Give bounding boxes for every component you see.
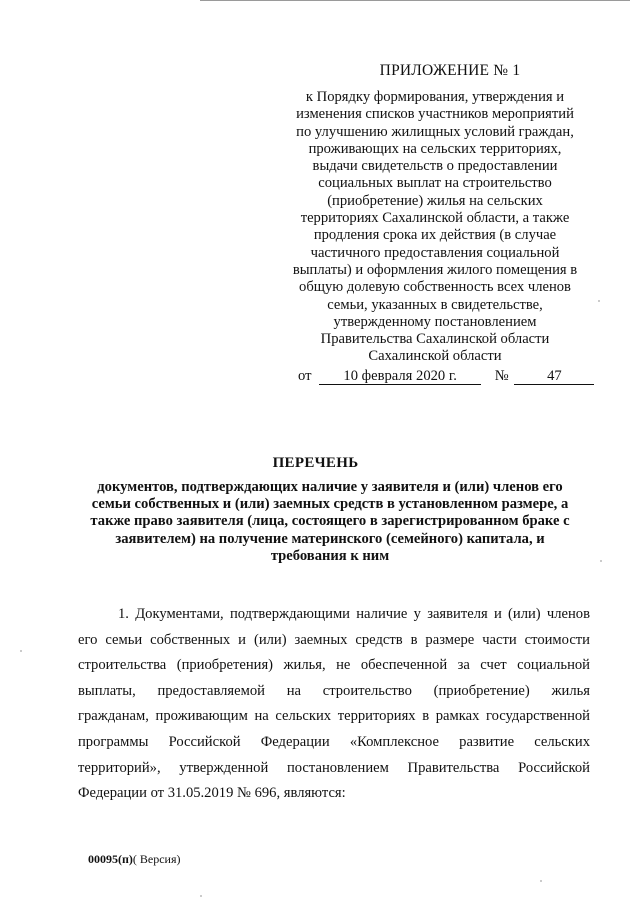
paragraph-line: строительства (приобретения) жилья, не обеспеченной за счет социальной [78, 657, 590, 674]
appendix-title: ПРИЛОЖЕНИЕ № 1 [379, 62, 521, 79]
paragraph-line: его семьи собственных и (или) заемных средств в размере части стоимости [78, 631, 590, 648]
appendix-line: к Порядку формирования, утверждения и [305, 89, 565, 105]
list-title: ПЕРЕЧЕНЬ [272, 455, 359, 471]
appendix-line: проживающих на сельских территориях, [308, 140, 562, 157]
approval-date: 10 февраля 2020 г. [319, 369, 481, 385]
appendix-line: выдачи свидетельств о предоставлении [312, 158, 558, 175]
resolution-number: 47 [514, 369, 594, 385]
paragraph-line: программы Российской Федерации «Комплексное развитие сельских [78, 733, 590, 750]
appendix-line: семьи, указанных в свидетельстве, [327, 296, 543, 313]
appendix-line: выплаты) и оформления жилого помещения в [292, 261, 578, 278]
appendix-line: социальных выплат на строительство [318, 175, 552, 192]
subtitle-line: также право заявителя (лица, состоящего в зарегистрированном браке с [90, 513, 570, 530]
paragraph-line: выплаты, предоставляемой на строительство (приобретение) жилья [78, 682, 590, 699]
scan-speck [200, 895, 202, 897]
document-code-number: 00095(п) [88, 852, 133, 866]
approval-date-line [298, 368, 594, 385]
appendix-line: общую долевую собственность всех членов [299, 279, 571, 296]
appendix-line: Сахалинской области [368, 348, 502, 365]
paragraph-1 [78, 602, 590, 807]
appendix-line: частичного предоставления социальной [310, 244, 560, 261]
scan-speck [540, 880, 542, 882]
number-sign: № [494, 368, 509, 384]
date-prefix: от [298, 368, 312, 384]
paragraph-line: территорий», утвержденной постановлением Правительства Российской [78, 759, 590, 776]
subtitle-line: требования к ним [270, 547, 390, 564]
list-subtitle [90, 479, 570, 565]
scan-speck [20, 650, 22, 652]
appendix-line: изменения списков участников мероприятий [296, 106, 574, 123]
document-code [88, 852, 181, 867]
paragraph-line: 1. Документами, подтверждающими наличие у заявителя и (или) членов [118, 606, 590, 622]
scan-speck [600, 560, 602, 562]
subtitle-line: семьи собственных и (или) заемных средств в установленном размере, а [91, 496, 569, 513]
appendix-reference [278, 89, 592, 366]
scan-speck [598, 300, 600, 302]
appendix-line: Правительства Сахалинской области [320, 331, 550, 348]
subtitle-line: документов, подтверждающих наличие у заявителя и (или) членов его [97, 479, 563, 495]
document-version: ( Версия) [132, 852, 181, 866]
appendix-line: территориях Сахалинской области, а также [300, 210, 570, 227]
subtitle-line: заявителем) на получение материнского (семейного) капитала, и [115, 530, 545, 547]
appendix-line: по улучшению жилищных условий граждан, [296, 123, 574, 140]
paragraph-line: гражданам, проживающим на сельских территориях в рамках государственной [78, 708, 590, 725]
paragraph-line: Федерации от 31.05.2019 № 696, являются: [78, 785, 346, 802]
appendix-line: продления срока их действия (в случае [313, 227, 557, 244]
scan-edge-line [200, 0, 630, 1]
appendix-line: (приобретение) жилья на сельских [327, 192, 543, 209]
appendix-line: утвержденному постановлением [333, 313, 537, 330]
